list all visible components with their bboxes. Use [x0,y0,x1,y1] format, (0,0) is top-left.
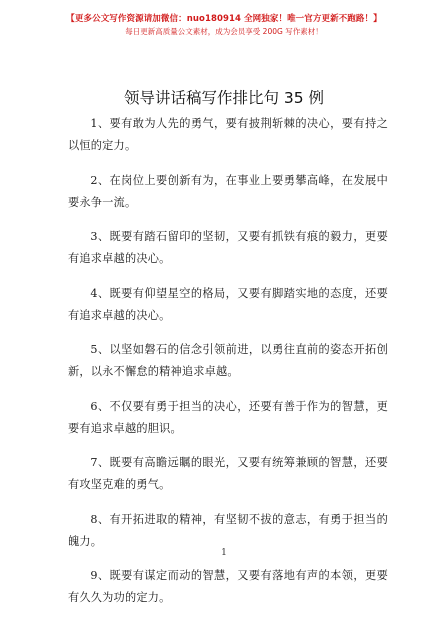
list-item: 9、既要有谋定而动的智慧，又要有落地有声的本领，更要有久久为功的定力。 [68,569,388,604]
promo-banner-line-1: 【更多公文写作资源请加微信：nuo180914 全网独家！唯一官方更新不跑路！】 [66,14,382,24]
page-number: 1 [221,548,227,558]
list-item: 4、既要有仰望星空的格局，又要有脚踏实地的态度，还要有追求卓越的决心。 [68,286,388,322]
document-title: 领导讲话稿写作排比句 35 例 [123,89,325,107]
list-item: 6、不仅要有勇于担当的决心，还要有善于作为的智慧，更要有追求卓越的胆识。 [68,399,388,435]
list-item: 1、要有敢为人先的勇气，要有披荆斩棘的决心，要有持之以恒的定力。 [68,117,388,152]
list-item: 7、既要有高瞻远瞩的眼光，又要有统筹兼顾的智慧，还要有攻坚克难的勇气。 [68,456,388,491]
promo-banner-line-2: 每日更新高质量公文素材，成为会员享受 200G 写作素材！ [125,27,323,36]
list-item: 3、既要有踏石留印的坚韧，又要有抓铁有痕的毅力，更要有追求卓越的决心。 [68,230,388,265]
list-item: 5、以坚如磐石的信念引领前进，以勇往直前的姿态开拓创新，以永不懈怠的精神追求卓越。 [68,343,388,378]
item-list [68,113,388,622]
list-item: 8、有开拓进取的精神，有坚韧不拔的意志，有勇于担当的魄力。 [68,512,388,548]
list-item: 2、在岗位上要创新有为，在事业上要勇攀高峰，在发展中要永争一流。 [68,173,388,209]
